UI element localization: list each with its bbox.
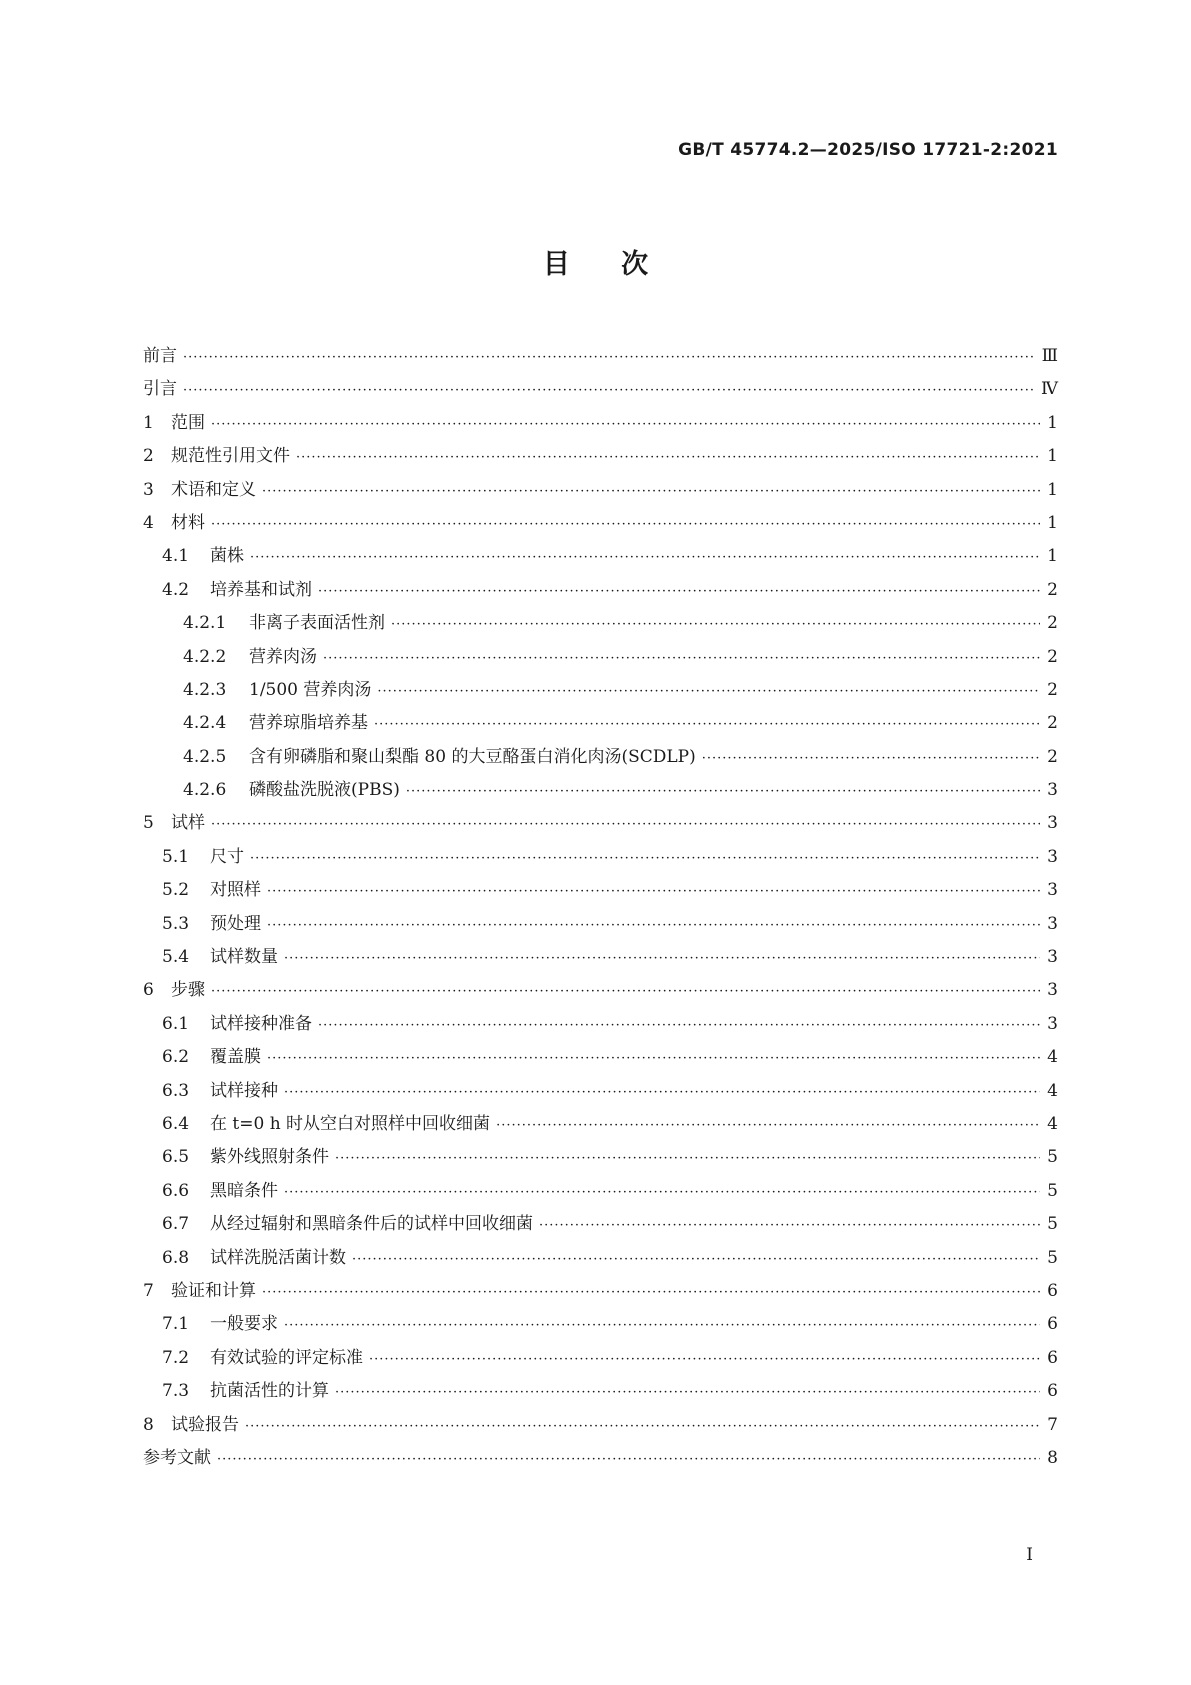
dot-leader	[369, 1343, 1040, 1376]
toc-entry[interactable]	[143, 1275, 1058, 1308]
toc-entry-label: 试样接种准备	[210, 1013, 312, 1034]
dot-leader	[374, 708, 1040, 741]
toc-entry-page: 3	[1047, 1013, 1058, 1034]
toc-entry-label: 紫外线照射条件	[210, 1147, 329, 1168]
toc-entry-page: 3	[1047, 813, 1058, 834]
dot-leader	[183, 341, 1036, 374]
toc-entry-number: 3	[143, 479, 154, 500]
dot-leader	[318, 1009, 1040, 1042]
toc-entry[interactable]	[143, 1242, 1058, 1275]
toc-entry-page: 6	[1047, 1314, 1058, 1335]
toc-entry-label: 验证和计算	[171, 1280, 256, 1301]
toc-entry-page: 6	[1047, 1347, 1058, 1368]
dot-leader	[250, 541, 1040, 574]
toc-entry-number: 7.2	[162, 1347, 190, 1368]
toc-entry[interactable]	[143, 941, 1058, 974]
toc-entry-number: 7	[143, 1280, 154, 1301]
toc-entry-label: 前言	[143, 346, 177, 366]
toc-entry-label: 营养肉汤	[249, 646, 317, 667]
toc-entry[interactable]	[143, 1342, 1058, 1375]
toc-entry-number: 8	[143, 1414, 154, 1435]
toc-entry[interactable]	[143, 1409, 1058, 1442]
toc-entry[interactable]	[143, 1308, 1058, 1341]
toc-entry-label: 步骤	[171, 980, 205, 1001]
dot-leader	[267, 1042, 1040, 1075]
dot-leader	[539, 1209, 1040, 1242]
dot-leader	[250, 842, 1040, 875]
toc-entry[interactable]	[143, 1208, 1058, 1241]
toc-entry-number: 6.5	[162, 1147, 190, 1168]
dot-leader	[262, 475, 1040, 508]
title-char-1: 目	[542, 249, 570, 280]
toc-entry-label: 1/500 营养肉汤	[249, 679, 372, 700]
dot-leader	[284, 1309, 1040, 1342]
toc-entry-page: 5	[1047, 1247, 1058, 1268]
toc-entry[interactable]	[143, 741, 1058, 774]
toc-entry-label: 含有卵磷脂和聚山梨酯 80 的大豆酪蛋白消化肉汤(SCDLP)	[249, 746, 696, 767]
dot-leader	[318, 575, 1040, 608]
toc-entry-number: 5.2	[162, 880, 190, 901]
toc-entry-page: 3	[1047, 846, 1058, 867]
toc-entry-number: 6.8	[162, 1247, 190, 1268]
toc-entry-label: 术语和定义	[171, 479, 256, 500]
toc-entry-page: 5	[1047, 1180, 1058, 1201]
toc-entry-number: 4.2.6	[183, 780, 227, 801]
toc-entry-label: 预处理	[210, 913, 261, 934]
toc-entry-page: 6	[1047, 1381, 1058, 1402]
toc-entry[interactable]	[143, 874, 1058, 907]
toc-entry-label: 对照样	[210, 880, 261, 901]
toc-entry[interactable]	[143, 1375, 1058, 1408]
toc-entry[interactable]	[143, 1075, 1058, 1108]
dot-leader	[284, 942, 1040, 975]
toc-entry-number: 5.3	[162, 913, 190, 934]
standard-code: GB/T 45774.2—2025/ISO 17721-2:2021	[678, 140, 1058, 160]
toc-entry[interactable]	[143, 407, 1058, 440]
toc-entry-label: 试样	[171, 813, 205, 834]
toc-entry[interactable]	[143, 807, 1058, 840]
toc-entry-page: 5	[1047, 1214, 1058, 1235]
toc-entry-number: 4.2.1	[183, 613, 227, 634]
toc-entry-page: 2	[1047, 746, 1058, 767]
toc-entry[interactable]	[143, 340, 1058, 373]
toc-entry-label: 非离子表面活性剂	[249, 613, 385, 634]
toc-entry-page: 1	[1047, 412, 1058, 433]
dot-leader	[391, 608, 1040, 641]
toc-entry-label: 覆盖膜	[210, 1047, 261, 1068]
dot-leader	[352, 1243, 1040, 1276]
toc-entry-number: 5.1	[162, 846, 190, 867]
dot-leader	[335, 1142, 1040, 1175]
toc-entry-page: 3	[1047, 780, 1058, 801]
dot-leader	[284, 1176, 1040, 1209]
toc-entry-number: 5	[143, 813, 154, 834]
dot-leader	[262, 1276, 1040, 1309]
toc-entry-page: 2	[1047, 646, 1058, 667]
toc-entry-label: 尺寸	[210, 846, 244, 867]
toc-entry-page: 7	[1047, 1414, 1058, 1435]
dot-leader	[702, 742, 1040, 775]
toc-entry-page: 6	[1047, 1280, 1058, 1301]
toc-entry-label: 范围	[171, 412, 205, 433]
toc-entry-page: 5	[1047, 1147, 1058, 1168]
toc-entry-label: 规范性引用文件	[171, 446, 290, 467]
table-of-contents	[143, 340, 1058, 1475]
toc-entry-label: 黑暗条件	[210, 1180, 278, 1201]
toc-entry-label: 在 t=0 h 时从空白对照样中回收细菌	[210, 1113, 491, 1134]
toc-entry-page: 2	[1047, 679, 1058, 700]
toc-entry-label: 引言	[143, 379, 177, 400]
toc-entry[interactable]	[143, 1175, 1058, 1208]
toc-entry-label: 试验报告	[171, 1414, 239, 1435]
toc-entry-label: 试样数量	[210, 947, 278, 968]
dot-leader	[211, 975, 1040, 1008]
toc-entry-page: Ⅳ	[1041, 379, 1058, 400]
toc-entry-page: 2	[1047, 579, 1058, 600]
toc-entry-number: 4.2.3	[183, 679, 227, 700]
toc-entry[interactable]	[143, 1108, 1058, 1141]
toc-entry[interactable]	[143, 373, 1058, 406]
toc-entry-number: 4	[143, 512, 154, 533]
toc-entry[interactable]	[143, 1442, 1058, 1475]
dot-leader	[496, 1109, 1040, 1142]
toc-entry-page: 1	[1047, 479, 1058, 500]
toc-entry-label: 营养琼脂培养基	[249, 713, 368, 734]
page-title	[0, 242, 1191, 281]
toc-entry[interactable]	[143, 1041, 1058, 1074]
dot-leader	[284, 1076, 1040, 1109]
toc-entry-number: 4.2.2	[183, 646, 227, 667]
toc-entry-number: 6.7	[162, 1214, 190, 1235]
toc-entry-label: 材料	[171, 512, 205, 533]
toc-entry-number: 5.4	[162, 947, 190, 968]
toc-entry[interactable]	[143, 540, 1058, 573]
toc-entry-label: 磷酸盐洗脱液(PBS)	[249, 780, 400, 801]
toc-entry-number: 6.3	[162, 1080, 190, 1101]
toc-entry[interactable]	[143, 607, 1058, 640]
dot-leader	[211, 808, 1040, 841]
dot-leader	[183, 374, 1035, 407]
toc-entry[interactable]	[143, 1008, 1058, 1041]
toc-entry-page: 1	[1047, 546, 1058, 567]
toc-entry[interactable]	[143, 574, 1058, 607]
toc-entry-label: 一般要求	[210, 1314, 278, 1335]
dot-leader	[267, 909, 1040, 942]
toc-entry-number: 2	[143, 446, 154, 467]
toc-entry-number: 6.4	[162, 1113, 190, 1134]
toc-entry-number: 4.2.4	[183, 713, 227, 734]
toc-entry-label: 培养基和试剂	[210, 579, 312, 600]
toc-entry-page: 2	[1047, 613, 1058, 634]
toc-entry[interactable]	[143, 908, 1058, 941]
toc-entry-page: 4	[1047, 1080, 1058, 1101]
toc-entry[interactable]	[143, 440, 1058, 473]
toc-entry-number: 4.2.5	[183, 746, 227, 767]
toc-entry[interactable]	[143, 474, 1058, 507]
toc-entry[interactable]	[143, 774, 1058, 807]
toc-entry[interactable]	[143, 707, 1058, 740]
toc-entry-number: 6.1	[162, 1013, 190, 1034]
toc-entry-number: 7.3	[162, 1381, 190, 1402]
dot-leader	[406, 775, 1040, 808]
page-folio: Ⅰ	[1026, 1545, 1033, 1565]
toc-entry-page: 2	[1047, 713, 1058, 734]
toc-entry[interactable]	[143, 674, 1058, 707]
toc-entry[interactable]	[143, 641, 1058, 674]
toc-entry-label: 菌株	[210, 546, 244, 567]
toc-entry[interactable]	[143, 1141, 1058, 1174]
toc-entry-number: 6.6	[162, 1180, 190, 1201]
toc-entry-label: 从经过辐射和黑暗条件后的试样中回收细菌	[210, 1214, 533, 1235]
dot-leader	[323, 642, 1040, 675]
toc-entry-page: 3	[1047, 880, 1058, 901]
toc-entry-page: Ⅲ	[1041, 346, 1058, 366]
dot-leader	[335, 1376, 1040, 1409]
dot-leader	[267, 875, 1040, 908]
toc-entry-number: 4.2	[162, 579, 190, 600]
dot-leader	[377, 675, 1040, 708]
toc-entry-label: 试样洗脱活菌计数	[210, 1247, 346, 1268]
toc-entry-number: 6.2	[162, 1047, 190, 1068]
title-char-2: 次	[621, 249, 649, 280]
toc-entry-number: 6	[143, 980, 154, 1001]
toc-entry-page: 8	[1047, 1447, 1058, 1468]
toc-entry[interactable]	[143, 974, 1058, 1007]
dot-leader	[211, 508, 1040, 541]
dot-leader	[211, 408, 1040, 441]
toc-entry-page: 3	[1047, 947, 1058, 968]
toc-entry-label: 有效试验的评定标准	[210, 1347, 363, 1368]
toc-entry[interactable]	[143, 841, 1058, 874]
toc-entry-label: 试样接种	[210, 1080, 278, 1101]
toc-entry-number: 1	[143, 412, 154, 433]
toc-entry-page: 1	[1047, 446, 1058, 467]
toc-entry-label: 抗菌活性的计算	[210, 1381, 329, 1402]
toc-entry-label: 参考文献	[143, 1447, 211, 1468]
dot-leader	[245, 1410, 1040, 1443]
toc-entry[interactable]	[143, 507, 1058, 540]
toc-entry-page: 3	[1047, 913, 1058, 934]
toc-entry-number: 4.1	[162, 546, 190, 567]
toc-entry-number: 7.1	[162, 1314, 190, 1335]
toc-entry-page: 1	[1047, 512, 1058, 533]
toc-entry-page: 3	[1047, 980, 1058, 1001]
toc-entry-page: 4	[1047, 1047, 1058, 1068]
dot-leader	[296, 441, 1040, 474]
toc-entry-page: 4	[1047, 1113, 1058, 1134]
dot-leader	[217, 1443, 1040, 1476]
